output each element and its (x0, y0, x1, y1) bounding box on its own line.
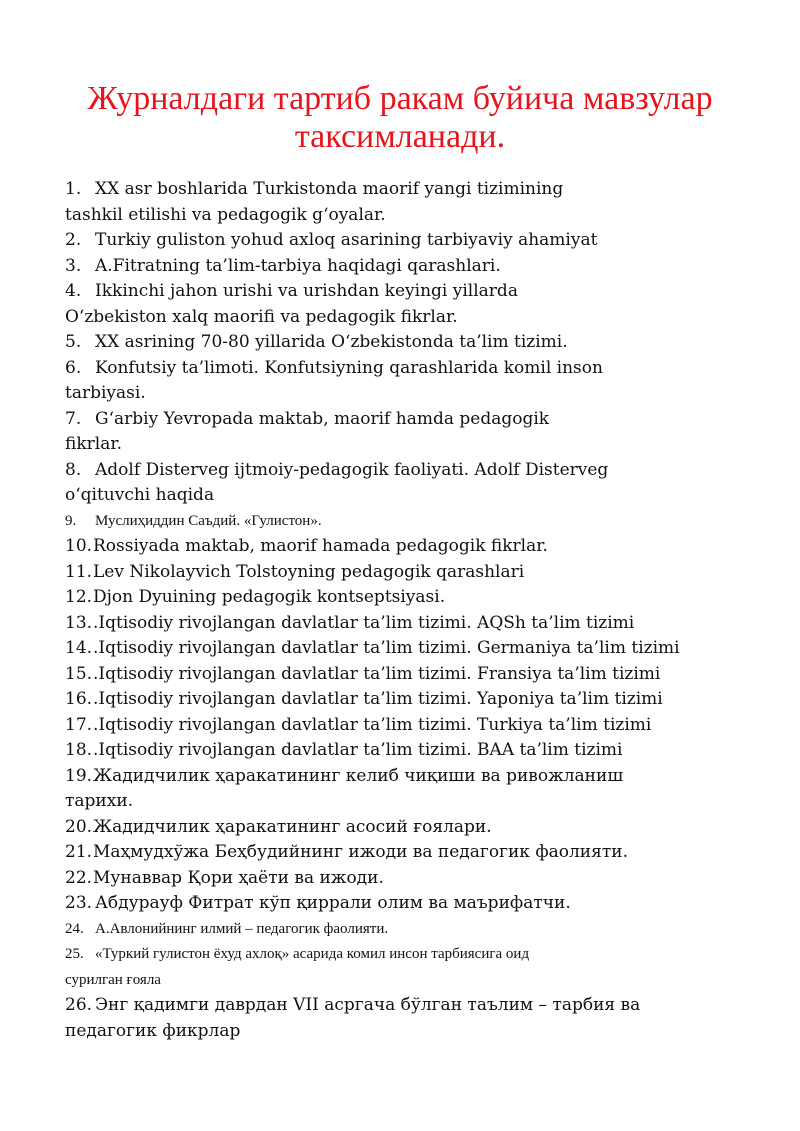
list-item-text: G‘arbiy Yevropada maktab, maorif hamda pedagogik (95, 408, 550, 429)
list-item-number: 6. (65, 357, 82, 378)
list-item-text: O‘zbekiston xalq maorifi va pedagogik fikrlar. (65, 306, 458, 327)
list-item-text: Энг қадимги даврдан VII асргача бўлган таълим – тарбия ва (95, 995, 641, 1015)
list-item-text: tashkil etilishi va pedagogik g‘oyalar. (65, 204, 386, 225)
list-item-number: 21. (65, 842, 93, 862)
list-item-text: XX asr boshlarida Turkistonda maorif yangi tizimining (95, 179, 564, 199)
list-item-text: «Туркий гулистон ёхуд ахлоқ» асарида комил инсон тарбиясига оид (95, 946, 530, 962)
list-item-text: Turkiy guliston yohud axloq asarining tarbiyaviy ahamiyat (95, 230, 598, 250)
list-item-line (65, 177, 745, 203)
list-item (65, 228, 745, 254)
list-item-text: сурилган ғояла (65, 971, 161, 988)
list-item (65, 815, 745, 841)
list-item-line (65, 687, 745, 713)
list-item-line (65, 764, 745, 790)
list-item-number: 15. (65, 663, 93, 684)
list-item-line (65, 509, 745, 535)
list-item-continuation (65, 305, 745, 331)
list-item-number: 22. (65, 867, 93, 888)
list-item-number: 19. (65, 765, 93, 786)
list-item-number: 9. (65, 512, 77, 529)
list-item-continuation (65, 381, 745, 407)
list-item-number: 12. (65, 587, 93, 607)
list-item-number: 16. (65, 689, 93, 709)
list-item-number: 23. (65, 893, 93, 913)
list-item-line (65, 713, 745, 739)
list-item-number: 25. (65, 946, 84, 962)
list-item-text: .Iqtisodiy rivojlangan davlatlar ta’lim tizimi. Turkiya ta’lim tizimi (93, 714, 652, 735)
list-item (65, 891, 745, 917)
list-item-text: Djon Dyuining pedagogik kontseptsiyasi. (93, 587, 446, 607)
list-item-text: .Iqtisodiy rivojlangan davlatlar ta’lim tizimi. Yaponiya ta’lim tizimi (93, 689, 663, 709)
list-item-number: 2. (65, 230, 82, 250)
list-item-continuation (65, 203, 745, 229)
list-item-line (65, 815, 745, 841)
list-item-number: 11. (65, 561, 93, 582)
list-item-line (65, 738, 745, 764)
list-item-text: Муслиҳиддин Саъдий. «Гулистон». (95, 512, 322, 529)
list-item-text: A.Fitratning ta’lim-tarbiya haqidagi qarashlari. (95, 255, 501, 276)
list-item (65, 713, 745, 739)
list-item (65, 279, 745, 330)
list-item-line (65, 458, 745, 484)
list-item-text: А.Авлонийнинг илмий – педагогик фаолияти. (95, 920, 389, 937)
list-item (65, 840, 745, 866)
list-item-number: 4. (65, 281, 82, 301)
list-item-continuation (65, 432, 745, 458)
list-item-number: 3. (65, 255, 82, 276)
list-item-text: .Iqtisodiy rivojlangan davlatlar ta’lim tizimi. Germaniya ta’lim tizimi (93, 638, 680, 658)
list-item-line (65, 993, 745, 1019)
list-item-line (65, 611, 745, 637)
list-item-text: o‘qituvchi haqida (65, 485, 215, 505)
list-item-line (65, 585, 745, 611)
list-item-number: 5. (65, 332, 82, 352)
list-item-line (65, 662, 745, 688)
list-item-text: Абдурауф Фитрат кўп қиррали олим ва маърифатчи. (95, 893, 571, 913)
list-item-number: 13. (65, 612, 93, 633)
list-item (65, 177, 745, 228)
list-item (65, 687, 745, 713)
list-item (65, 866, 745, 892)
list-item-line (65, 866, 745, 892)
list-item (65, 662, 745, 688)
list-item (65, 560, 745, 586)
list-item-text: .Iqtisodiy rivojlangan davlatlar ta’lim tizimi. Fransiya ta’lim tizimi (93, 663, 661, 684)
list-item (65, 585, 745, 611)
list-item-line (65, 534, 745, 560)
topic-list (65, 177, 745, 1044)
list-item-text: Konfutsiy ta’limoti. Konfutsiyning qarashlarida komil inson (95, 357, 603, 378)
list-item-continuation (65, 483, 745, 509)
list-item-number: 24. (65, 920, 84, 937)
list-item (65, 993, 745, 1044)
list-item-text: Жадидчилик ҳаракатининг келиб чиқиши ва ривожланиш (93, 765, 624, 786)
list-item-number: 8. (65, 459, 82, 480)
list-item-line (65, 407, 745, 433)
list-item-number: 18. (65, 740, 93, 760)
list-item-line (65, 254, 745, 280)
list-item (65, 330, 745, 356)
list-item (65, 356, 745, 407)
list-item-text: Мунаввар Қори ҳаёти ва ижоди. (93, 867, 384, 888)
list-item-line (65, 279, 745, 305)
list-item-line (65, 942, 745, 968)
list-item-line (65, 560, 745, 586)
list-item-text: Жадидчилик ҳаракатининг асосий ғоялари. (93, 816, 492, 837)
title-line-1: Журналдаги тартиб ракам буйича мавзулар (87, 80, 713, 117)
title-line-2: таксимланади. (294, 118, 506, 155)
list-item (65, 407, 745, 458)
list-item (65, 764, 745, 815)
list-item-line (65, 228, 745, 254)
list-item-line (65, 891, 745, 917)
list-item-text: Adolf Disterveg ijtmoiy-pedagogik faoliyati. Adolf Disterveg (95, 459, 609, 480)
list-item-text: .Iqtisodiy rivojlangan davlatlar ta’lim tizimi. AQSh ta’lim tizimi (93, 612, 635, 633)
list-item-text: fikrlar. (65, 434, 123, 454)
list-item-continuation (65, 1019, 745, 1045)
list-item (65, 917, 745, 943)
list-item-line (65, 840, 745, 866)
list-item-line (65, 356, 745, 382)
list-item (65, 942, 745, 993)
list-item-text: педагогик фикрлар (65, 1020, 241, 1041)
list-item-text: Lev Nikolayvich Tolstoyning pedagogik qarashlari (93, 561, 525, 582)
page-title (60, 80, 740, 156)
list-item-line (65, 917, 745, 943)
list-item (65, 509, 745, 535)
list-item-number: 1. (65, 179, 82, 199)
list-item-number: 26. (65, 995, 93, 1015)
list-item-line (65, 636, 745, 662)
list-item-text: tarbiyasi. (65, 383, 146, 403)
list-item-text: Rossiyada maktab, maorif hamada pedagogik fikrlar. (93, 536, 548, 556)
list-item-continuation (65, 789, 745, 815)
list-item-text: тарихи. (65, 791, 134, 811)
list-item-line (65, 330, 745, 356)
list-item (65, 636, 745, 662)
list-item-text: XX asrining 70-80 yillarida O‘zbekistonda ta’lim tizimi. (95, 332, 568, 352)
list-item-number: 17. (65, 714, 93, 735)
list-item-number: 10. (65, 536, 93, 556)
list-item-number: 7. (65, 408, 82, 429)
list-item (65, 738, 745, 764)
list-item (65, 611, 745, 637)
list-item (65, 458, 745, 509)
list-item-text: .Iqtisodiy rivojlangan davlatlar ta’lim tizimi. BAA ta’lim tizimi (93, 740, 623, 760)
list-item (65, 254, 745, 280)
list-item-continuation (65, 968, 745, 994)
list-item-number: 14. (65, 638, 93, 658)
list-item-text: Маҳмудхўжа Беҳбудийнинг ижоди ва педагогик фаолияти. (93, 842, 628, 862)
list-item (65, 534, 745, 560)
list-item-text: Ikkinchi jahon urishi va urishdan keyingi yillarda (95, 281, 518, 301)
list-item-number: 20. (65, 816, 93, 837)
